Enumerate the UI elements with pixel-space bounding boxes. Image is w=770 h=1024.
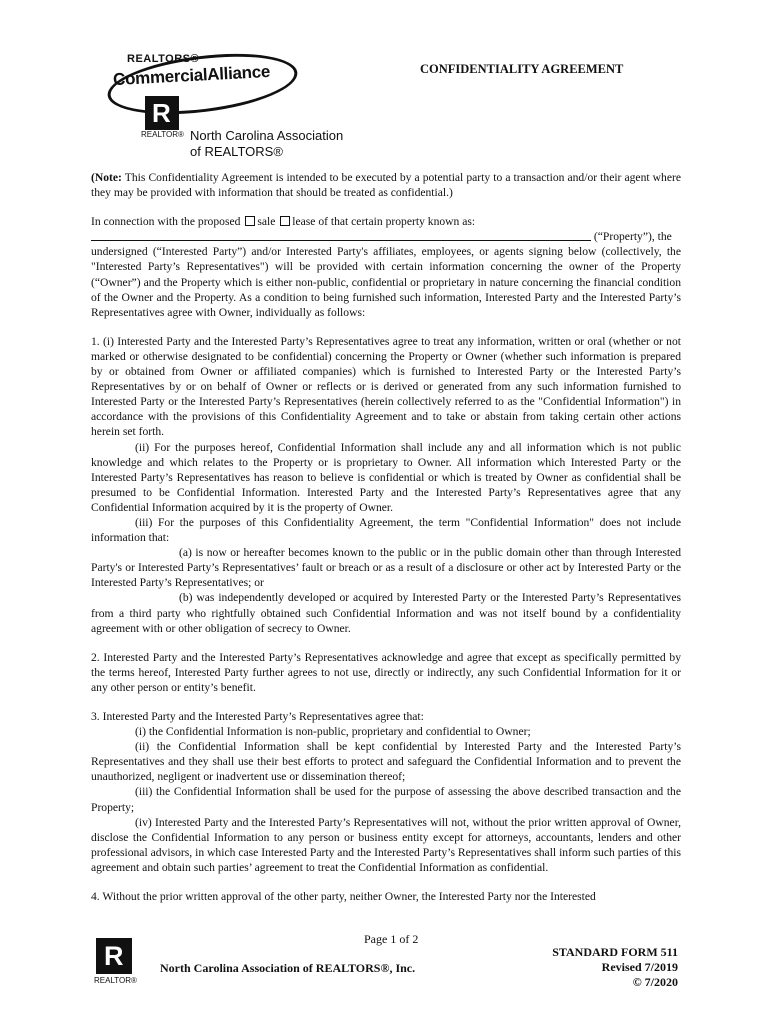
commercial-alliance-logo (105, 48, 355, 163)
section1-ii: (ii) For the purposes hereof, Confidential Information shall include any and all information which is not public knowledge and which relates to the Property or is proprietary to Owner. All information which Interested Party or the Interested Party’s Representatives has reason to believe is confidential or which is treated by Owner as confidential shall be presumed to be Confidential Information. Interested Party and the Interested Party’s Representatives agree that any Confidential Information acquired by it is the property of Owner. (91, 440, 681, 514)
intro-lead: In connection with the proposed (91, 215, 241, 229)
lease-label: lease of that certain property known as: (292, 215, 476, 229)
section3-ii: (ii) the Confidential Information shall be kept confidential by Interested Party and the Interested Party’s Representatives and they shall use their best efforts to protect and safeguard the Confidential Information and to prevent the unauthorized, negligent or inadvertent use or dissemination thereof; (91, 740, 681, 784)
form-copyright: © 7/2020 (632, 975, 678, 989)
property-tag: (“Property”), the (591, 230, 672, 244)
logo-top-text: REALTORS® (127, 53, 200, 65)
footer-realtor-text: REALTOR® (94, 976, 137, 985)
note-paragraph (91, 170, 681, 200)
form-number: STANDARD FORM 511 (552, 945, 678, 959)
section4: 4. Without the prior written approval of the other party, neither Owner, the Interested Party nor the Interested (91, 890, 596, 904)
section3-i: (i) the Confidential Information is non-public, proprietary and confidential to Owner; (135, 725, 531, 739)
page-number: Page 1 of 2 (364, 932, 419, 946)
form-revised: Revised 7/2019 (601, 960, 678, 974)
intro-line (91, 214, 681, 229)
logo-brand-text: CommercialAlliance (112, 61, 271, 90)
intro-paragraph: undersigned (“Interested Party”) and/or Interested Party's affiliates, employees, or agents signing below (collectively, the "Interested Party’s Representatives") will be provided with certain information concerning the owner of the Property (“Owner”) and the Property which is either non-public, confidential or proprietary in nature concerning the financial condition of the Owner and the Property. As a condition to being furnished such information, Interested Party and the Interested Party’s Representatives agree with Owner, individually as follows: (91, 245, 681, 319)
footer-realtor-logo (94, 938, 137, 988)
property-line (91, 229, 681, 244)
agreement-body (91, 170, 681, 904)
section3-lead: 3. Interested Party and the Interested Party’s Representatives agree that: (91, 710, 424, 723)
section2: 2. Interested Party and the Interested Party’s Representatives acknowledge and agree that except as specifically permitted by the terms hereof, Interested Party further agrees to not use, directly or indirectly, any such Confidential Information for it or any other person or entity’s benefit. (91, 650, 681, 694)
section1-iii: (iii) For the purposes of this Confidentiality Agreement, the term "Confidential Information" does not include information that: (91, 515, 681, 545)
sale-label: sale (257, 215, 276, 229)
section1-a: (a) is now or hereafter becomes known to the public or in the public domain other than through Interested Party's or Interested Party’s Representatives’ fault or breach or as a result of a disclosure or other act by Interested Party or the Interested Party’s Representatives; or (91, 546, 681, 590)
footer-association: North Carolina Association of REALTORS®, Inc. (160, 961, 416, 975)
section3-iii: (iii) the Confidential Information shall be used for the purpose of assessing the above described transaction and the Property; (91, 785, 681, 814)
section1-b: (b) was independently developed or acquired by Interested Party or the Interested Party’s Representatives from a third party who rightfully obtained such Confidential Information and was not itself bound by a confidentiality agreement with or other obligation of secrecy to Owner. (91, 591, 681, 635)
footer-realtor-r-icon: R (96, 938, 132, 974)
realtor-r-icon: R (145, 96, 179, 130)
page-title: CONFIDENTIALITY AGREEMENT (420, 62, 624, 76)
section3-iv: (iv) Interested Party and the Interested Party’s Representatives will not, without the prior written approval of Owner, disclose the Confidential Information to any person or business entity except for attorneys, accountants, lenders and other professional advisors, in which case Interested Party and the Interested Party’s Representatives shall inform such parties of this agreement and obtain such parties’ agreement to treat the Confidential Information as confidential. (91, 815, 681, 874)
note-label: (Note: (91, 171, 122, 184)
logo-realtor-text: REALTOR® (141, 130, 184, 139)
property-blank-field[interactable] (91, 230, 591, 241)
logo-association-line1: North Carolina Association (190, 128, 344, 143)
sale-checkbox[interactable] (245, 216, 255, 226)
logo-association-line2: of REALTORS® (190, 144, 283, 159)
section1-i: 1. (i) Interested Party and the Interested Party’s Representatives agree to treat any information, written or oral (whether or not marked or otherwise designated to be confidential) concerning the Property or Owner (whether such information is prepared by or obtained from Owner or affiliated companies) which is furnished to Interested Party or the Interested Party’s Representatives by or on behalf of Owner or reflects or is derived or generated from any such information furnished to Interested Party or the Interested Party’s Representatives (herein collectively referred to as the "Confidential Information") in accordance with the provisions of this Confidentiality Agreement and to take or abstain from taking certain other actions herein set forth. (91, 334, 681, 439)
lease-checkbox[interactable] (280, 216, 290, 226)
note-text: This Confidentiality Agreement is intended to be executed by a potential party to a transaction and/or their agent where they may be provided with information that should be treated as confidential.) (91, 171, 681, 200)
footer-form-info (552, 945, 678, 990)
